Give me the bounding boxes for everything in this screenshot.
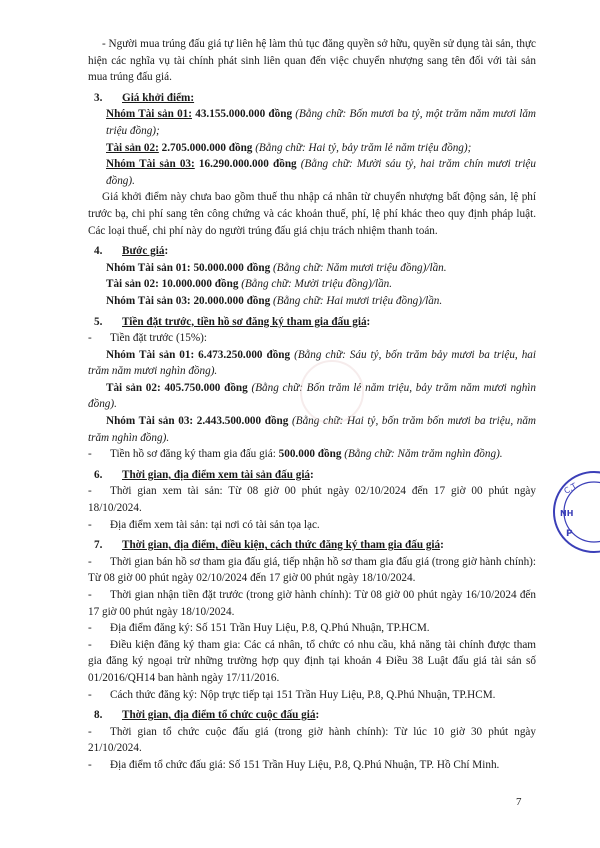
section-6: 6. Thời gian, địa điểm xem tài sản đấu giá: — [88, 467, 536, 484]
deposit-asset-2: Tài sản 02: 405.750.000 đồng (Bằng chữ: Bốn trăm lẻ năm triệu, bảy trăm năm mươi nghìn đồng). — [88, 381, 536, 411]
application-time: - Thời gian bán hồ sơ tham gia đấu giá, tiếp nhận hồ sơ tham gia đấu giá (trong giờ hành chính): Từ 08 giờ 00 phút ngày 02/10/2024 đến 17 giờ 00 phút ngày 18/10/2024. — [88, 555, 536, 585]
deposit-group-3: Nhóm Tài sản 03: 2.443.500.000 đồng (Bằng chữ: Hai tỷ, bốn trăm bốn mươi ba triệu, năm trăm nghìn đồng). — [88, 415, 537, 444]
viewing-location: - Địa điểm xem tài sản: tại nơi có tài sản tọa lạc. — [88, 518, 320, 531]
svg-text:C.T.: C.T. — [562, 480, 580, 496]
section-number: 6. — [94, 468, 103, 481]
svg-text:NH: NH — [560, 509, 574, 518]
section-title: Thời gian, địa điểm xem tài sản đấu giá — [122, 468, 311, 481]
registration-fee: - Tiền hồ sơ đăng ký tham gia đấu giá: 500.000 đồng (Bằng chữ: Năm trăm nghìn đồng). — [88, 448, 503, 461]
starting-price-asset-2: Tài sản 02: 2.705.000.000 đồng (Bằng chữ: Hai tỷ, bảy trăm lẻ năm triệu đồng); — [106, 141, 472, 154]
section-5: 5. Tiền đặt trước, tiền hồ sơ đăng ký tham gia đấu giá: — [88, 314, 536, 331]
viewing-time: - Thời gian xem tài sản: Từ 08 giờ 00 phút ngày 02/10/2024 đến 17 giờ 00 phút ngày 18/10/2024. — [88, 485, 536, 515]
section-number: 7. — [94, 539, 103, 552]
svg-text:P: P — [566, 529, 573, 539]
bid-step-group-1: Nhóm Tài sản 01: 50.000.000 đồng (Bằng chữ: Năm mươi triệu đồng)/lần. — [106, 261, 447, 274]
section-number: 3. — [94, 91, 103, 104]
auction-time: - Thời gian tổ chức cuộc đấu giá (trong giờ hành chính): Từ lúc 10 giờ 30 phút ngày 21/10/2024. — [88, 725, 536, 755]
deposit-group-1: Nhóm Tài sản 01: 6.473.250.000 đồng (Bằng chữ: Sáu tỷ, bốn trăm bảy mươi ba triệu, hai trăm năm mươi nghìn đồng). — [88, 348, 537, 378]
starting-price-note: Giá khởi điểm này chưa bao gồm thuế thu nhập cá nhân từ chuyển nhượng bất động sản, lệ phí trước bạ, chi phí sang tên công chứng và các khoản thuế, phí, lệ phí khác theo quy định pháp luật. Các loại thuế, chi phí này do người trúng đấu giá chịu trách nhiệm thanh toán. — [88, 191, 536, 237]
section-title: Thời gian, địa điểm tổ chức cuộc đấu giá — [122, 709, 316, 722]
section-3 — [88, 90, 536, 107]
section-number: 8. — [94, 709, 103, 722]
section-number: 4. — [94, 245, 103, 258]
bid-step-asset-2: Tài sản 02: 10.000.000 đồng (Bằng chữ: Mười triệu đồng)/lần. — [106, 278, 393, 291]
section-title: Giá khởi điểm: — [122, 91, 195, 104]
section-7: 7. Thời gian, địa điểm, điều kiện, cách thức đăng ký tham gia đấu giá: — [88, 537, 536, 554]
registration-location: - Địa điểm đăng ký: Số 151 Trần Huy Liệu, P.8, Q.Phú Nhuận, TP.HCM. — [88, 622, 430, 635]
page-number: 7 — [516, 796, 522, 808]
starting-price-group-3: Nhóm Tài sản 03: 16.290.000.000 đồng (Bằng chữ: Mười sáu tỷ, hai trăm chín mươi triệu đồng). — [106, 158, 536, 187]
registration-conditions: - Điều kiện đăng ký tham gia: Các cá nhân, tổ chức có nhu cầu, khả năng tài chính được tham gia đăng ký ngoại trừ những trường hợp quy định tại khoản 4 Điều 38 Luật đấu giá tài sản số 01/2016/QH14 ban hành ngày 17/11/2016. — [88, 638, 536, 684]
deposit-heading: - Tiền đặt trước (15%): — [88, 332, 208, 345]
intro-paragraph: - Người mua trúng đấu giá tự liên hệ làm thủ tục đăng quyền sở hữu, quyền sử dụng tài sản, thực hiện các nghĩa vụ tài chính phát sinh liên quan đến việc chuyển nhượng sang tên đối với tài sản mua trúng đấu giá. — [88, 38, 536, 84]
auction-location: - Địa điểm tổ chức đấu giá: Số 151 Trần Huy Liệu, P.8, Q.Phú Nhuận, TP. Hồ Chí Minh. — [88, 758, 500, 771]
faint-watermark — [300, 360, 364, 424]
section-title: Bước giá — [122, 245, 165, 258]
stamp-seal-icon — [544, 470, 600, 554]
starting-price-group-1: Nhóm Tài sản 01: 43.155.000.000 đồng (Bằng chữ: Bốn mươi ba tỷ, một trăm năm mươi lăm triệu đồng); — [106, 108, 537, 137]
deposit-time: - Thời gian nhận tiền đặt trước (trong giờ hành chính): Từ 08 giờ 00 phút ngày 16/10/2024 đến 17 giờ 00 phút ngày 18/10/2024. — [88, 589, 536, 618]
section-8: 8. Thời gian, địa điểm tổ chức cuộc đấu giá: — [88, 707, 536, 724]
section-number: 5. — [94, 315, 103, 328]
section-title: Tiền đặt trước, tiền hồ sơ đăng ký tham gia đấu giá — [122, 315, 367, 328]
section-4: 4. Bước giá: — [88, 243, 536, 260]
section-title: Thời gian, địa điểm, điều kiện, cách thức đăng ký tham gia đấu giá — [122, 539, 441, 552]
registration-method: - Cách thức đăng ký: Nộp trực tiếp tại 151 Trần Huy Liệu, P.8, Q.Phú Nhuận, TP.HCM. — [88, 688, 496, 701]
bid-step-group-3: Nhóm Tài sản 03: 20.000.000 đồng (Bằng chữ: Hai mươi triệu đồng)/lần. — [106, 294, 443, 307]
